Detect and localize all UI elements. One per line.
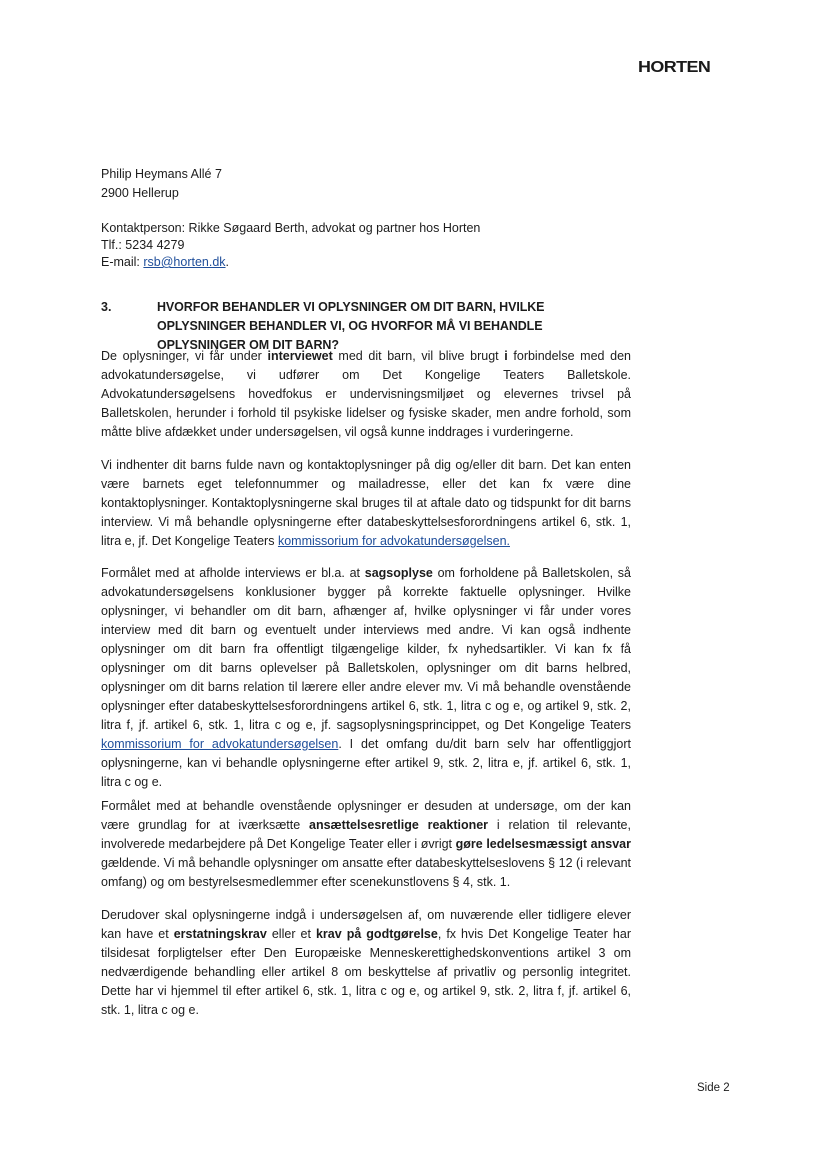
contact-phone: Tlf.: 5234 4279	[101, 238, 185, 252]
address-city: 2900 Hellerup	[101, 186, 179, 200]
p5-text-c: eller et	[266, 927, 316, 941]
p4-text-a: Formålet med at behandle ovenstående oplysninger er desuden at undersøge, om der kan være grundlag for at iværksætte	[101, 799, 631, 832]
p5-bold-godtgoerelse: krav på godtgørelse	[315, 927, 438, 941]
paragraph-1	[101, 347, 631, 442]
address-block	[101, 165, 222, 203]
email-suffix: .	[225, 255, 230, 269]
p3-bold-sagsoplyse: sagsoplyse	[364, 566, 433, 580]
p3-text-c: om forholdene på Balletskolen, så advokatundersøgelsens konklusioner bygger på korrekte faktuelle oplysninger. Hvilke oplysninger, vi behandler om dit barn, afhænger af, hvilke oplysninger vi får under vores interview med dit barn og eventuelt under interviews med andre. Vi kan også indhente oplysninger om dit barn fra offentligt tilgængelige kilder, fx nyhedsartikler. Vi kan fx få oplysninger om dit barns oplevelser på Balletskolen, oplysninger om dit barns helbred, oplysninger om dit barns relation til lærere eller andre elever mv. Vi må behandle ovenstående oplysninger efter databeskyttelsesforordningens artikel 6, stk. 1, litra c og e, og artikel 9, stk. 2, litra f, jf. artikel 6, stk. 1, litra c og e, jf. sagsoplysningsprincippet, og Det Kongelige Teaters	[101, 566, 631, 732]
section-number: 3.	[101, 300, 112, 314]
p4-bold-reaktioner: ansættelsesretlige reaktioner	[309, 818, 489, 832]
p3-text-a: Formålet med at afholde interviews er bl.a. at	[101, 566, 365, 580]
paragraph-3	[101, 564, 631, 792]
p3-kommissorium-link[interactable]: kommissorium for advokatundersøgelsen	[101, 737, 339, 751]
p4-bold-ledelsesansvar: gøre ledelsesmæssigt ansvar	[455, 837, 631, 851]
p3-text-d: . I det omfang du/dit barn selv har offentliggjort oplysningerne, kan vi behandle oplysningerne efter artikel 9, stk. 2, litra e, jf. artikel 6, stk. 1, litra c og e.	[101, 737, 631, 789]
p5-bold-erstatningskrav: erstatningskrav	[173, 927, 267, 941]
horten-logo: HORTEN	[638, 59, 711, 76]
p1-bold-i: i	[504, 349, 508, 363]
section-title: HVORFOR BEHANDLER VI OPLYSNINGER OM DIT BARN, HVILKE OPLYSNINGER BEHANDLER VI, OG HVORFOR MÅ VI BEHANDLE OPLYSNINGER OM DIT BARN?	[157, 300, 545, 352]
p1-text-c: med dit barn, vil blive brugt	[332, 349, 505, 363]
page-number: Side 2	[697, 1082, 730, 1094]
p5-text-a: Derudover skal oplysningerne indgå i undersøgelsen af, om nuværende eller tidligere elever kan have et	[101, 908, 631, 941]
contact-person: Kontaktperson: Rikke Søgaard Berth, advokat og partner hos Horten	[101, 221, 481, 235]
email-label: E-mail:	[101, 255, 144, 269]
p4-text-d: gældende. Vi må behandle oplysninger om ansatte efter databeskyttelseslovens § 12 (i relevant omfang) og om bestyrelsesmedlemmer efter scenekunstlovens § 4, stk. 1.	[101, 856, 631, 889]
p1-text-a: De oplysninger, vi får under	[101, 349, 268, 363]
paragraph-2	[101, 456, 631, 551]
p2-kommissorium-link[interactable]: kommissorium for advokatundersøgelsen.	[277, 534, 510, 548]
p1-bold-interviewet: interviewet	[267, 349, 333, 363]
p5-text-d: , fx hvis Det Kongelige Teater har tilsidesat forpligtelser efter Den Europæiske Menneskerettighedskonventions artikel 3 om nedværdigende behandling eller artikel 8 om beskyttelse af privatliv og personlig integritet. Dette har vi hjemmel til efter artikel 6, stk. 1, litra c og e, og artikel 9, stk. 2, litra f, jf. artikel 6, stk. 1, litra c og e.	[101, 927, 631, 1017]
contact-block	[101, 220, 480, 271]
p4-text-c: i relation til relevante, involverede medarbejdere på Det Kongelige Teater eller i øvrigt	[101, 818, 631, 851]
p1-text-d: forbindelse med den advokatundersøgelse, vi udfører om Det Kongelige Teaters Balletskole. Advokatundersøgelsens hovedfokus er undervisningsmiljøet og elevernes trivsel på Balletskolen, herunder i forhold til psykiske lidelser og fysiske skader, men andre forhold, som måtte blive afdækket under undersøgelsen, vil også kunne inddrages i vurderingerne.	[101, 349, 631, 439]
paragraph-5	[101, 906, 631, 1020]
p2-text-a: Vi indhenter dit barns fulde navn og kontaktoplysninger på dig og/eller dit barn. Det kan enten være barnets eget telefonnummer og mailadresse, eller det kan fx være dine kontaktoplysninger. Kontaktoplysningerne skal bruges til at aftale dato og tidspunkt for dit barns interview. Vi må behandle oplysningerne efter databeskyttelsesforordningens artikel 6, stk. 1, litra e, jf. Det Kongelige Teaters	[101, 458, 631, 548]
contact-email	[101, 254, 480, 271]
email-link[interactable]: rsb@horten.dk	[143, 255, 226, 269]
paragraph-4	[101, 797, 631, 892]
address-street: Philip Heymans Allé 7	[101, 167, 222, 181]
